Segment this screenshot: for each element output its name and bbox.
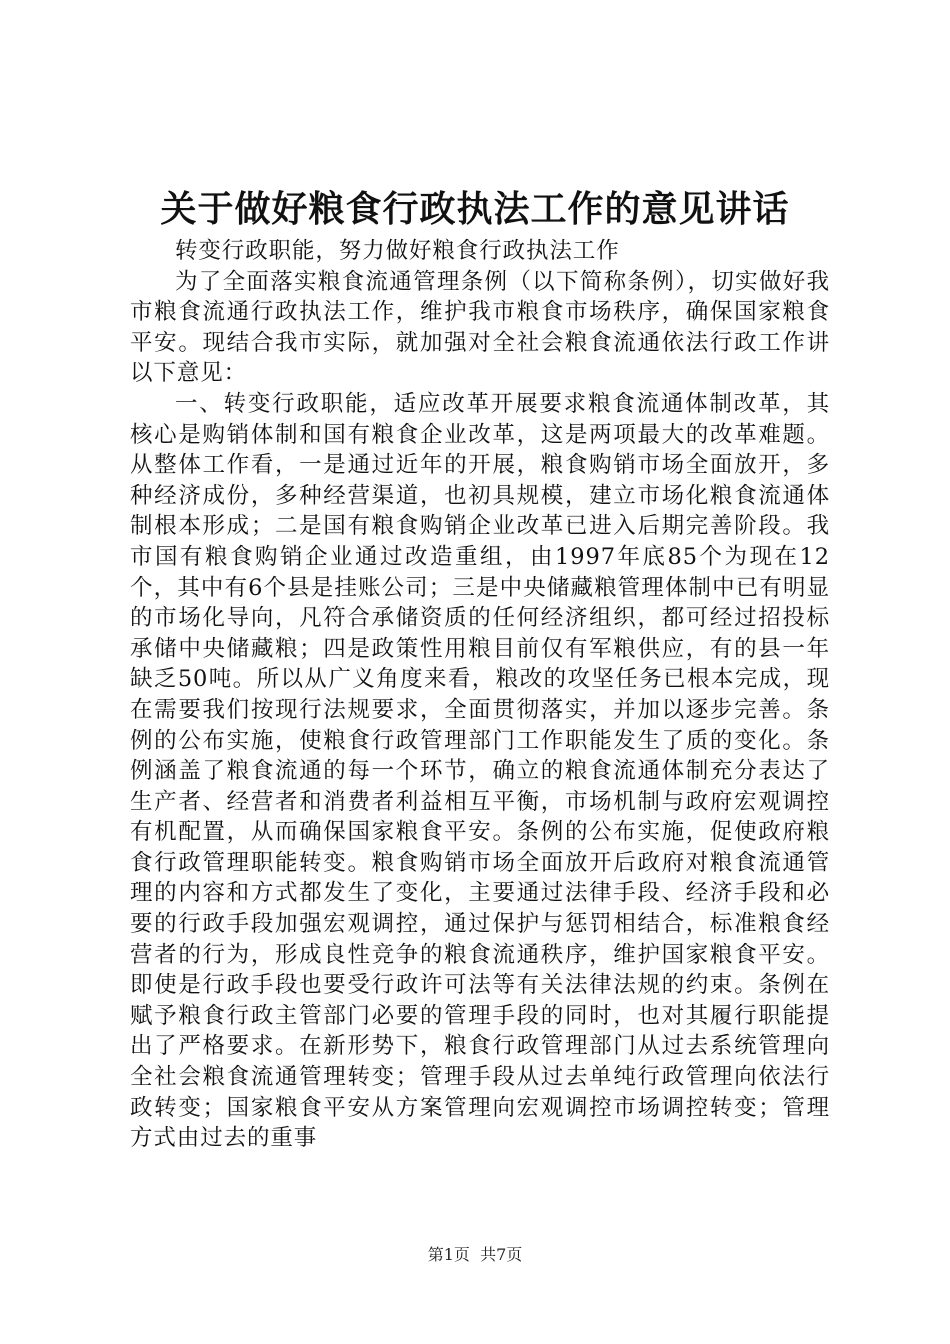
paragraph-intro: 为了全面落实粮食流通管理条例（以下简称条例），切实做好我市粮食流通行政执法工作，维护我市粮食市场秩序，确保国家粮食平安。现结合我市实际，就加强对全社会粮食流通依法行政工作讲以下意见： bbox=[130, 268, 830, 387]
document-body bbox=[130, 236, 830, 1154]
page-indicator: 第1页 共7页 bbox=[427, 1245, 523, 1264]
page-footer bbox=[0, 1245, 950, 1265]
paragraph-subtitle: 转变行政职能，努力做好粮食行政执法工作 bbox=[175, 238, 620, 264]
paragraph-section-one: 一、转变行政职能，适应改革开展要求粮食流通体制改革，其核心是购销体制和国有粮食企业改革，这是两项最大的改革难题。从整体工作看，一是通过近年的开展，粮食购销市场全面放开，多种经济成份，多种经营渠道，也初具规模，建立市场化粮食流通体制根本形成；二是国有粮食购销企业改革已进入后期完善阶段。我市国有粮食购销企业通过改造重组，由1997年底85个为现在12个，其中有6个县是挂账公司；三是中央储藏粮管理体制中已有明显的市场化导向，凡符合承储资质的任何经济组织，都可经过招投标承储中央储藏粮；四是政策性用粮目前仅有军粮供应，有的县一年缺乏50吨。所以从广义角度来看，粮改的攻坚任务已根本完成，现在需要我们按现行法规要求，全面贯彻落实，并加以逐步完善。条例的公布实施，使粮食行政管理部门工作职能发生了质的变化。条例涵盖了粮食流通的每一个环节，确立的粮食流通体制充分表达了生产者、经营者和消费者利益相互平衡，市场机制与政府宏观调控有机配置，从而确保国家粮食平安。条例的公布实施，促使政府粮食行政管理职能转变。粮食购销市场全面放开后政府对粮食流通管理的内容和方式都发生了变化，主要通过法律手段、经济手段和必要的行政手段加强宏观调控，通过保护与惩罚相结合，标准粮食经营者的行为，形成良性竞争的粮食流通秩序，维护国家粮食平安。即使是行政手段也要受行政许可法等有关法律法规的约束。条例在赋予粮食行政主管部门必要的管理手段的同时，也对其履行职能提出了严格要求。在新形势下，粮食行政管理部门从过去系统管理向全社会粮食流通管理转变；管理手段从过去单纯行政管理向依法行政转变；国家粮食平安从方案管理向宏观调控市场调控转变；管理方式由过去的重事 bbox=[130, 390, 830, 1152]
document-title: 关于做好粮食行政执法工作的意见讲话 bbox=[160, 188, 790, 230]
